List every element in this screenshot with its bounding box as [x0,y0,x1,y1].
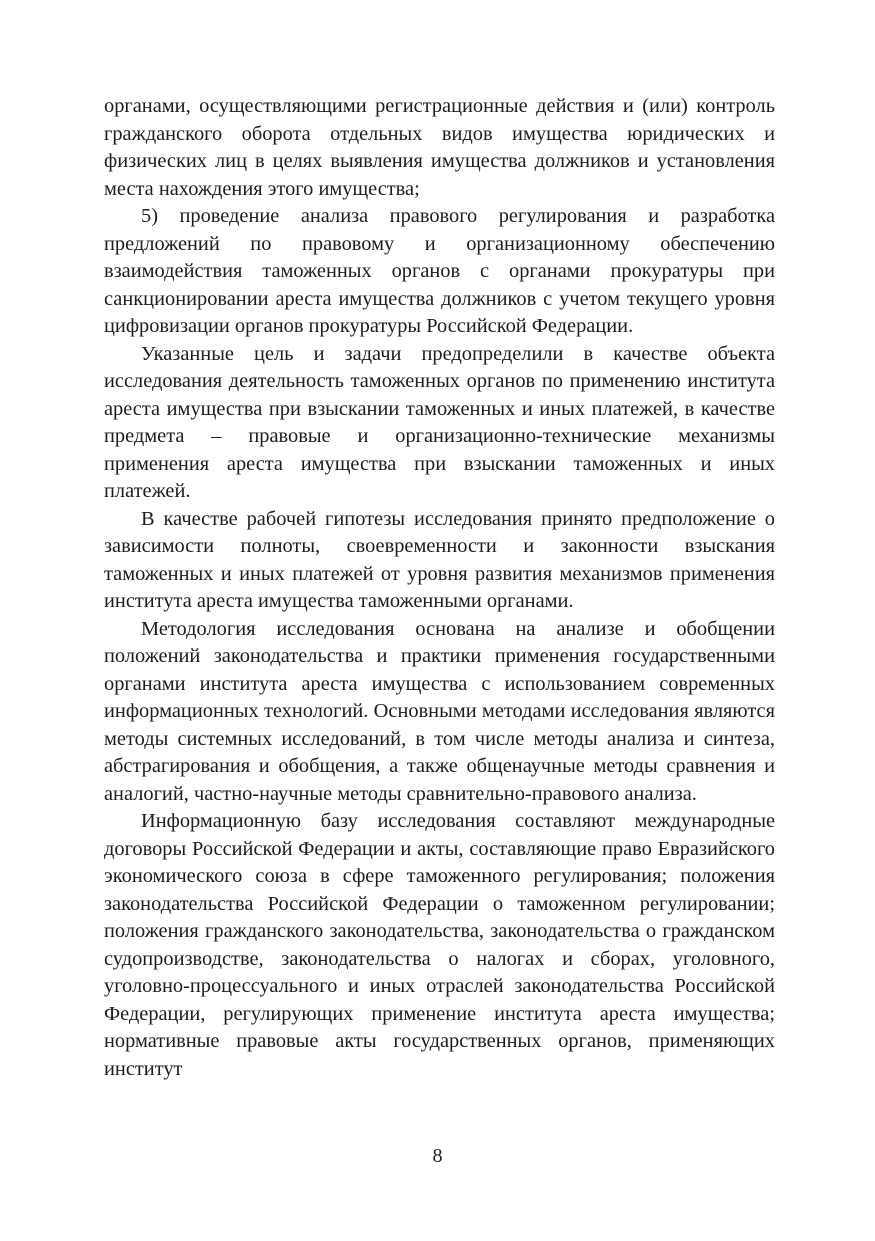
paragraph-methodology: Методология исследования основана на анализе и обобщении положений законодательства и практики применения государственными органами института ареста имущества с использованием современных информационных технологий. Основными методами исследования являются методы системных исследований, в том числе методы анализа и синтеза, абстрагирования и обобщения, а также общенаучные методы сравнения и аналогий, частно-научные методы сравнительно-правового анализа. [104,617,775,805]
paragraph-object-subject: Указанные цель и задачи предопределили в качестве объекта исследования деятельность таможенных органов по применению института ареста имущества при взыскании таможенных и иных платежей, в качестве предмета – правовые и организационно-технические механизмы применения ареста имущества при взыскании таможенных и иных платежей. [104,342,775,502]
body-text [104,93,775,1083]
paragraph-item-5: 5) проведение анализа правового регулирования и разработка предложений по правовому и организационному обеспечению взаимодействия таможенных органов с органами прокуратуры при санкционировании ареста имущества должников с учетом текущего уровня цифровизации органов прокуратуры Российской Федерации. [104,205,775,337]
paragraph-hypothesis: В качестве рабочей гипотезы исследования принято предположение о зависимости полноты, своевременности и законности взыскания таможенных и иных платежей от уровня развития механизмов применения института ареста имущества таможенными органами. [104,507,775,612]
paragraph-information-base: Информационную базу исследования составляют международные договоры Российской Федерации и акты, составляющие право Евразийского экономического союза в сфере таможенного регулирования; положения законодательства Российской Федерации о таможенном регулировании; положения гражданского законодательства, законодательства о гражданском судопроизводстве, законодательства о налогах и сборах, уголовного, уголовно-процессуального и иных отраслей законодательства Российской Федерации, регулирующих применение института ареста имущества; нормативные правовые акты государственных органов, применяющих институт [104,810,775,1080]
page-number: 8 [432,1145,443,1167]
paragraph-continuation: органами, осуществляющими регистрационные действия и (или) контроль гражданского оборота отдельных видов имущества юридических и физических лиц в целях выявления имущества должников и установления места нахождения этого имущества; [104,95,775,200]
